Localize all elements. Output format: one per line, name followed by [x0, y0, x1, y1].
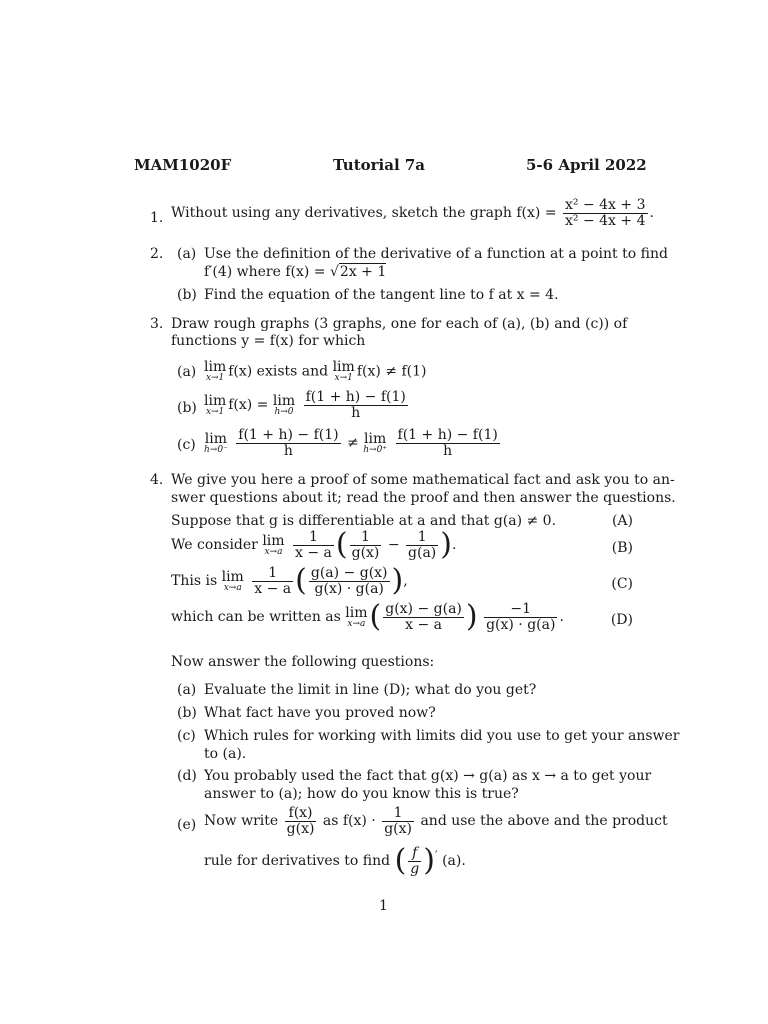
q1-f: f(x) = [516, 205, 557, 222]
q4c-text-1: Which rules for working with limits did you use to get your answer [204, 728, 680, 744]
tag-a: (A) [611, 513, 633, 529]
question-1: Without using any derivatives, sketch the graph f(x) = $\frac{\text{x² − 4x + 3}}{\text{x² − 4x + 4}}$ . [171, 197, 654, 229]
q3b-label: (b) [177, 400, 197, 416]
q3b-expr: lim x→1 f(x) = lim h→0 $\frac{f(1 + h) - f(1)}{h}$ [204, 389, 406, 421]
q2a-text-2: f′(4) where f(x) = √2x + 1 [204, 264, 387, 280]
q3a-label: (a) [177, 364, 197, 380]
q4e-label: (e) [177, 817, 197, 833]
tutorial-date: 5-6 April 2022 [526, 156, 647, 174]
tag-c: (C) [611, 576, 633, 592]
q3-text-2: functions y = f(x) for which [171, 333, 366, 349]
question-2-number: 2. [150, 246, 164, 262]
tag-b: (B) [611, 540, 633, 556]
q2b-label: (b) [177, 287, 197, 303]
q4d-text-1: You probably used the fact that g(x) → g(a) as x → a to get your [204, 768, 652, 784]
q4-intro-1: We give you here a proof of some mathematical fact and ask you to an- [171, 472, 675, 488]
q4a-text: Evaluate the limit in line (D); what do you get? [204, 682, 537, 698]
q4c-label: (c) [177, 728, 196, 744]
q4-line-b: We consider lim x→a $\frac{1}{x - a}$ ( $\frac{1}{g(x)}$ − $\frac{1}{g(a)}$ ). [171, 527, 457, 563]
q4b-label: (b) [177, 705, 197, 721]
q4d-text-2: answer to (a); how do you know this is true? [204, 786, 519, 802]
question-4-number: 4. [150, 472, 164, 488]
tutorial-title: Tutorial 7a [333, 156, 426, 174]
tag-d: (D) [610, 612, 633, 628]
course-code: MAM1020F [134, 156, 232, 174]
q1-fraction: $\frac{\text{x² − 4x + 3}}{\text{x² − 4x + 4}}$ [565, 197, 646, 229]
q4e-text-2: rule for derivatives to find ( $\frac{f}{g}$ )′ (a). [204, 843, 466, 879]
page-number: 1 [379, 898, 388, 914]
question-1-number: 1. [150, 210, 164, 226]
q4d-label: (d) [177, 768, 197, 784]
q4-line-d: which can be written as lim x→a ( $\frac{g(x) - g(a)}{x - a}$ ) $\frac{-1}{g(x) \cdot g(a)}$ . [171, 599, 564, 635]
q2a-label: (a) [177, 246, 197, 262]
q4c-text-2: to (a). [204, 746, 247, 762]
q3-text-1: Draw rough graphs (3 graphs, one for each of (a), (b) and (c)) of [171, 316, 628, 332]
q4a-label: (a) [177, 682, 197, 698]
q4-line-c: This is lim x→a $\frac{1}{x - a}$ ( $\frac{g(a) - g(x)}{g(x) \cdot g(a)}$ ), [171, 563, 408, 599]
q3a-expr: lim x→1 f(x) exists and lim x→1 f(x) ≠ f(1) [204, 359, 427, 383]
q3c-expr: lim h→0⁻ $\frac{f(1 + h) - f(1)}{h}$ ≠ lim h→0⁺ $\frac{f(1 + h) - f(1)}{h}$ [204, 427, 498, 459]
q4-intro-2: swer questions about it; read the proof and then answer the questions. [171, 490, 676, 506]
q4-line-a: Suppose that g is differentiable at a and that g(a) ≠ 0. [171, 513, 557, 529]
q1-text: Without using any derivatives, sketch the graph [171, 205, 512, 222]
question-3-number: 3. [150, 316, 164, 332]
q2a-text-1: Use the definition of the derivative of a function at a point to find [204, 246, 668, 262]
q4-now: Now answer the following questions: [171, 654, 435, 670]
q3c-label: (c) [177, 437, 196, 453]
q4b-text: What fact have you proved now? [204, 705, 436, 721]
q2b-text: Find the equation of the tangent line to f at x = 4. [204, 287, 559, 303]
q4e-text-1: Now write $\frac{f(x)}{g(x)}$ as f(x) · $\frac{1}{g(x)}$ and use the above and the product [204, 805, 668, 837]
